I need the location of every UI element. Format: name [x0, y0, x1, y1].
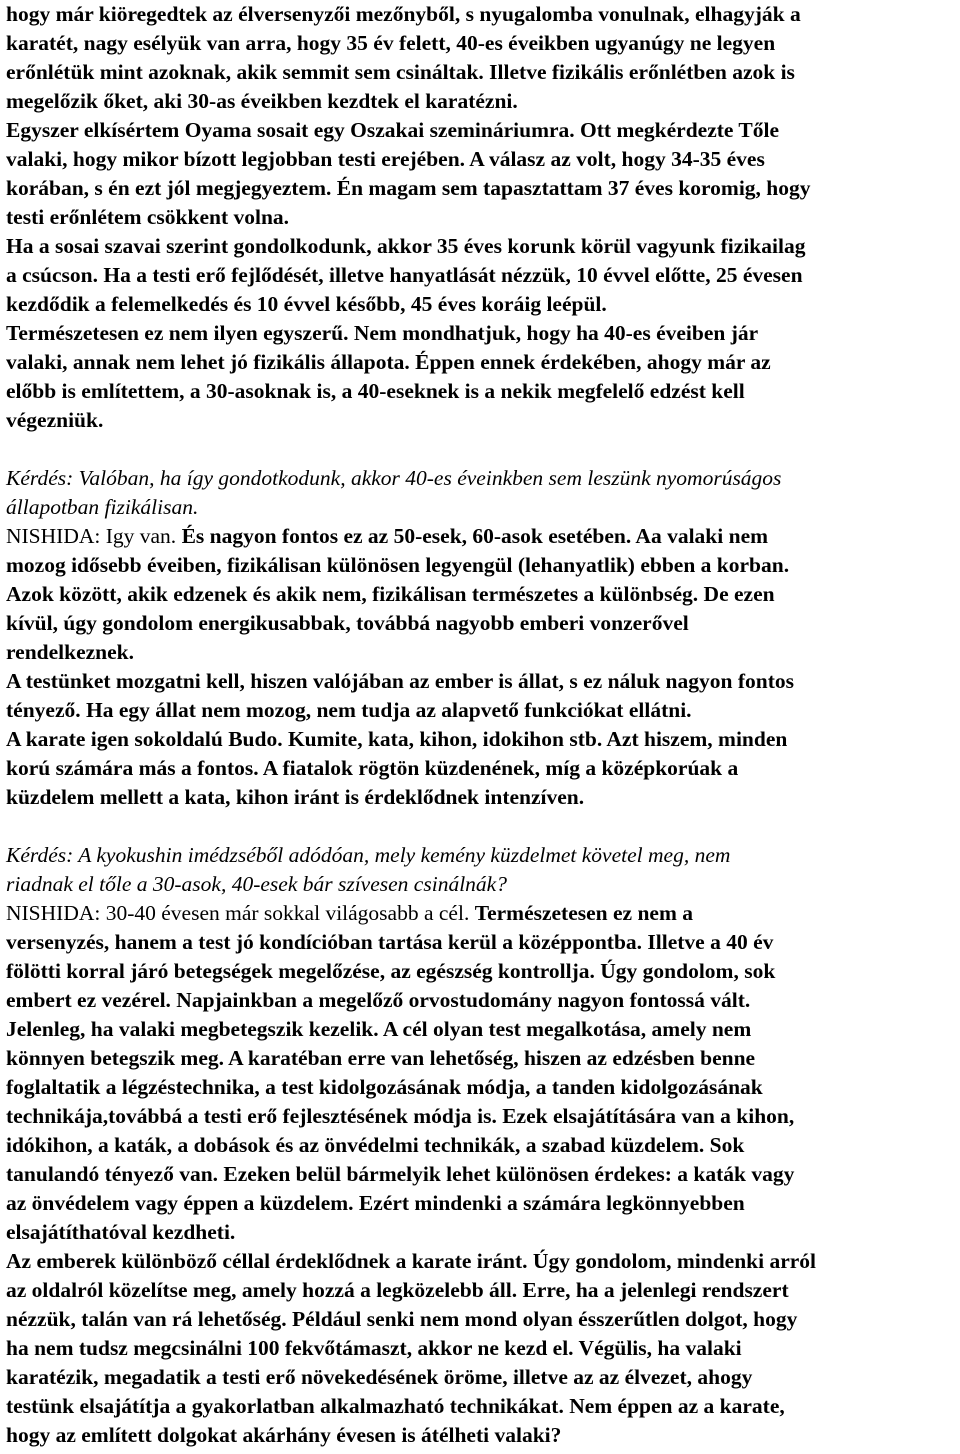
text-line — [6, 493, 198, 522]
text-run: Kérdés: A kyokushin imédzséből adódóan, mely kemény küzdelmet követel meg, nem — [6, 843, 731, 867]
text-line — [6, 609, 689, 638]
text-line — [6, 1363, 752, 1392]
text-run: tanulandó tényező van. Ezeken belül bármelyik lehet különösen érdekes: a katák vagy — [6, 1162, 795, 1186]
text-line — [6, 87, 518, 116]
text-line — [6, 899, 693, 928]
text-run: küzdelem mellett a kata, kihon iránt is érdeklődnek intenzíven. — [6, 785, 585, 809]
text-line — [6, 1044, 755, 1073]
text-run: állapotban fizikálisan. — [6, 495, 199, 519]
text-line — [6, 1421, 561, 1450]
text-line — [6, 580, 775, 609]
text-run: hogy már kiöregedtek az élversenyzői mezőnyből, s nyugalomba vonulnak, elhagyják a — [6, 2, 801, 26]
text-line — [6, 754, 738, 783]
text-run: A testünket mozgatni kell, hiszen valójában az ember is állat, s ez náluk nagyon fontos — [6, 669, 794, 693]
text-line — [6, 928, 773, 957]
text-line — [6, 348, 771, 377]
text-run: NISHIDA: 30-40 évesen már sokkal világosabb a cél. — [6, 901, 475, 925]
text-run: korú számára más a fontos. A fiatalok rögtön küzdenének, míg a középkorúak a — [6, 756, 739, 780]
text-line — [6, 667, 794, 696]
text-run: És nagyon fontos ez az 50-esek, 60-asok esetében. Aa valaki nem — [181, 524, 769, 548]
text-line — [6, 261, 803, 290]
text-run: tényező. Ha egy állat nem mozog, nem tudja az alapvető funkciókat ellátni. — [6, 698, 692, 722]
text-run: versenyzés, hanem a test jó kondícióban tartása kerül a középpontba. Illetve a 40 év — [6, 930, 774, 954]
text-run: elsajátíthatóval kezdheti. — [6, 1220, 236, 1244]
text-line — [6, 1131, 744, 1160]
text-line — [6, 986, 750, 1015]
text-line — [6, 406, 103, 435]
text-run: technikája,továbbá a testi erő fejlesztésének módja is. Ezek elsajátítására van a kihon, — [6, 1104, 795, 1128]
text-run: valaki, hogy mikor bízott legjobban testi erejében. A válasz az volt, hogy 34-35 éves — [6, 147, 765, 171]
text-line — [6, 1392, 785, 1421]
text-line — [6, 1189, 745, 1218]
text-line — [6, 1247, 816, 1276]
text-line — [6, 870, 507, 899]
text-run: testünk elsajátítja a gyakorlatban alkalmazható technikákat. Nem éppen az a karate, — [6, 1394, 785, 1418]
text-line — [6, 29, 775, 58]
text-line — [6, 1218, 235, 1247]
text-run: fölötti korral járó betegségek megelőzése, az egészség kontrollja. Úgy gondolom, sok — [6, 959, 776, 983]
text-run: korában, s én ezt jól megjegyeztem. Én magam sem tapasztattam 37 éves koromig, hogy — [6, 176, 811, 200]
text-run: a csúcson. Ha a testi erő fejlődését, illetve hanyatlását nézzük, 10 évvel előtte, 25 évesen — [6, 263, 803, 287]
text-line — [6, 290, 607, 319]
text-line — [6, 377, 745, 406]
text-line — [6, 319, 758, 348]
text-run: előbb is említettem, a 30-asoknak is, a 40-eseknek is a nekik megfelelő edzést kell — [6, 379, 745, 403]
text-line — [6, 1305, 797, 1334]
text-run: erőnlétük mint azoknak, akik semmit sem csináltak. Illetve fizikális erőnlétben azok is — [6, 60, 795, 84]
text-run: Kérdés: Valóban, ha így gondotkodunk, akkor 40-es éveinkben sem leszünk nyomorúságos — [6, 466, 782, 490]
text-line — [6, 783, 584, 812]
text-run: kezdődik a felemelkedés és 10 évvel később, 45 éves koráig leépül. — [6, 292, 607, 316]
text-run: embert ez vezérel. Napjainkban a megelőző orvostudomány nagyon fontossá vált. — [6, 988, 751, 1012]
text-run: Egyszer elkísértem Oyama sosait egy Oszakai szemináriumra. Ott megkérdezte Tőle — [6, 118, 780, 142]
text-run: karatét, nagy esélyük van arra, hogy 35 év felett, 40-es éveikben ugyanúgy ne legyen — [6, 31, 776, 55]
text-line — [6, 1073, 763, 1102]
text-line — [6, 1276, 789, 1305]
text-run: NISHIDA: Igy van. — [6, 524, 182, 548]
text-line — [6, 551, 789, 580]
text-run: karatézik, megadatik a testi erő növekedésének öröme, illetve az az élvezet, ahogy — [6, 1365, 753, 1389]
text-run: valaki, annak nem lehet jó fizikális állapota. Éppen ennek érdekében, ahogy már az — [6, 350, 771, 374]
text-line — [6, 696, 692, 725]
text-run: A karate igen sokoldalú Budo. Kumite, kata, kihon, idokihon stb. Azt hiszem, minden — [6, 727, 788, 751]
text-line — [6, 464, 781, 493]
text-line — [6, 522, 768, 551]
text-run: az oldalról közelítse meg, amely hozzá a legközelebb áll. Erre, ha a jelenlegi rendszert — [6, 1278, 789, 1302]
text-run: Az emberek különböző céllal érdeklődnek a karate iránt. Úgy gondolom, mindenki arról — [6, 1249, 817, 1273]
text-line — [6, 1015, 751, 1044]
text-run: megelőzik őket, aki 30-as éveikben kezdtek el karatézni. — [6, 89, 518, 113]
text-run: rendelkeznek. — [6, 640, 135, 664]
text-run: testi erőnlétem csökkent volna. — [6, 205, 290, 229]
text-run: Természetesen ez nem ilyen egyszerű. Nem mondhatjuk, hogy ha 40-es éveiben jár — [6, 321, 759, 345]
text-line — [6, 957, 775, 986]
text-run: könnyen betegszik meg. A karatéban erre van lehetőség, hiszen az edzésben benne — [6, 1046, 756, 1070]
text-run: nézzük, talán van rá lehetőség. Például senki nem mond olyan ésszerűtlen dolgot, hogy — [6, 1307, 798, 1331]
text-run: végezniük. — [6, 408, 104, 432]
text-run: riadnak el tőle a 30-asok, 40-esek bár szívesen csinálnák? — [6, 872, 507, 896]
text-line — [6, 725, 787, 754]
text-run: kívül, úgy gondolom energikusabbak, továbbá nagyobb emberi vonzerővel — [6, 611, 689, 635]
text-run: hogy az említett dolgokat akárhány évesen is átélheti valaki? — [6, 1423, 562, 1447]
text-run: ha nem tudsz megcsinálni 100 fekvőtámaszt, akkor ne kezd el. Végülis, ha valaki — [6, 1336, 742, 1360]
text-run: idókihon, a katák, a dobások és az önvédelmi technikák, a szabad küzdelem. Sok — [6, 1133, 745, 1157]
text-run: foglaltatik a légzéstechnika, a test kidolgozásának módja, a tanden kidolgozásának — [6, 1075, 763, 1099]
text-line — [6, 0, 801, 29]
text-run: az önvédelem vagy éppen a küzdelem. Ezért mindenki a számára legkönnyebben — [6, 1191, 745, 1215]
text-line — [6, 203, 289, 232]
text-line — [6, 638, 134, 667]
text-line — [6, 174, 811, 203]
text-line — [6, 58, 795, 87]
text-line — [6, 232, 805, 261]
text-line — [6, 1102, 794, 1131]
text-line — [6, 1160, 794, 1189]
text-run: Azok között, akik edzenek és akik nem, fizikálisan természetes a különbség. De ezen — [6, 582, 775, 606]
text-line — [6, 145, 765, 174]
text-line — [6, 1334, 742, 1363]
text-run: Természetesen ez nem a — [474, 901, 693, 925]
text-run: Jelenleg, ha valaki megbetegszik kezelik. A cél olyan test megalkotása, amely nem — [6, 1017, 752, 1041]
text-run: mozog idősebb éveiben, fizikálisan különösen legyengül (lehanyatlik) ebben a korban. — [6, 553, 790, 577]
text-line — [6, 116, 779, 145]
text-line — [6, 841, 730, 870]
text-run: Ha a sosai szavai szerint gondolkodunk, akkor 35 éves korunk körül vagyunk fizikailag — [6, 234, 806, 258]
